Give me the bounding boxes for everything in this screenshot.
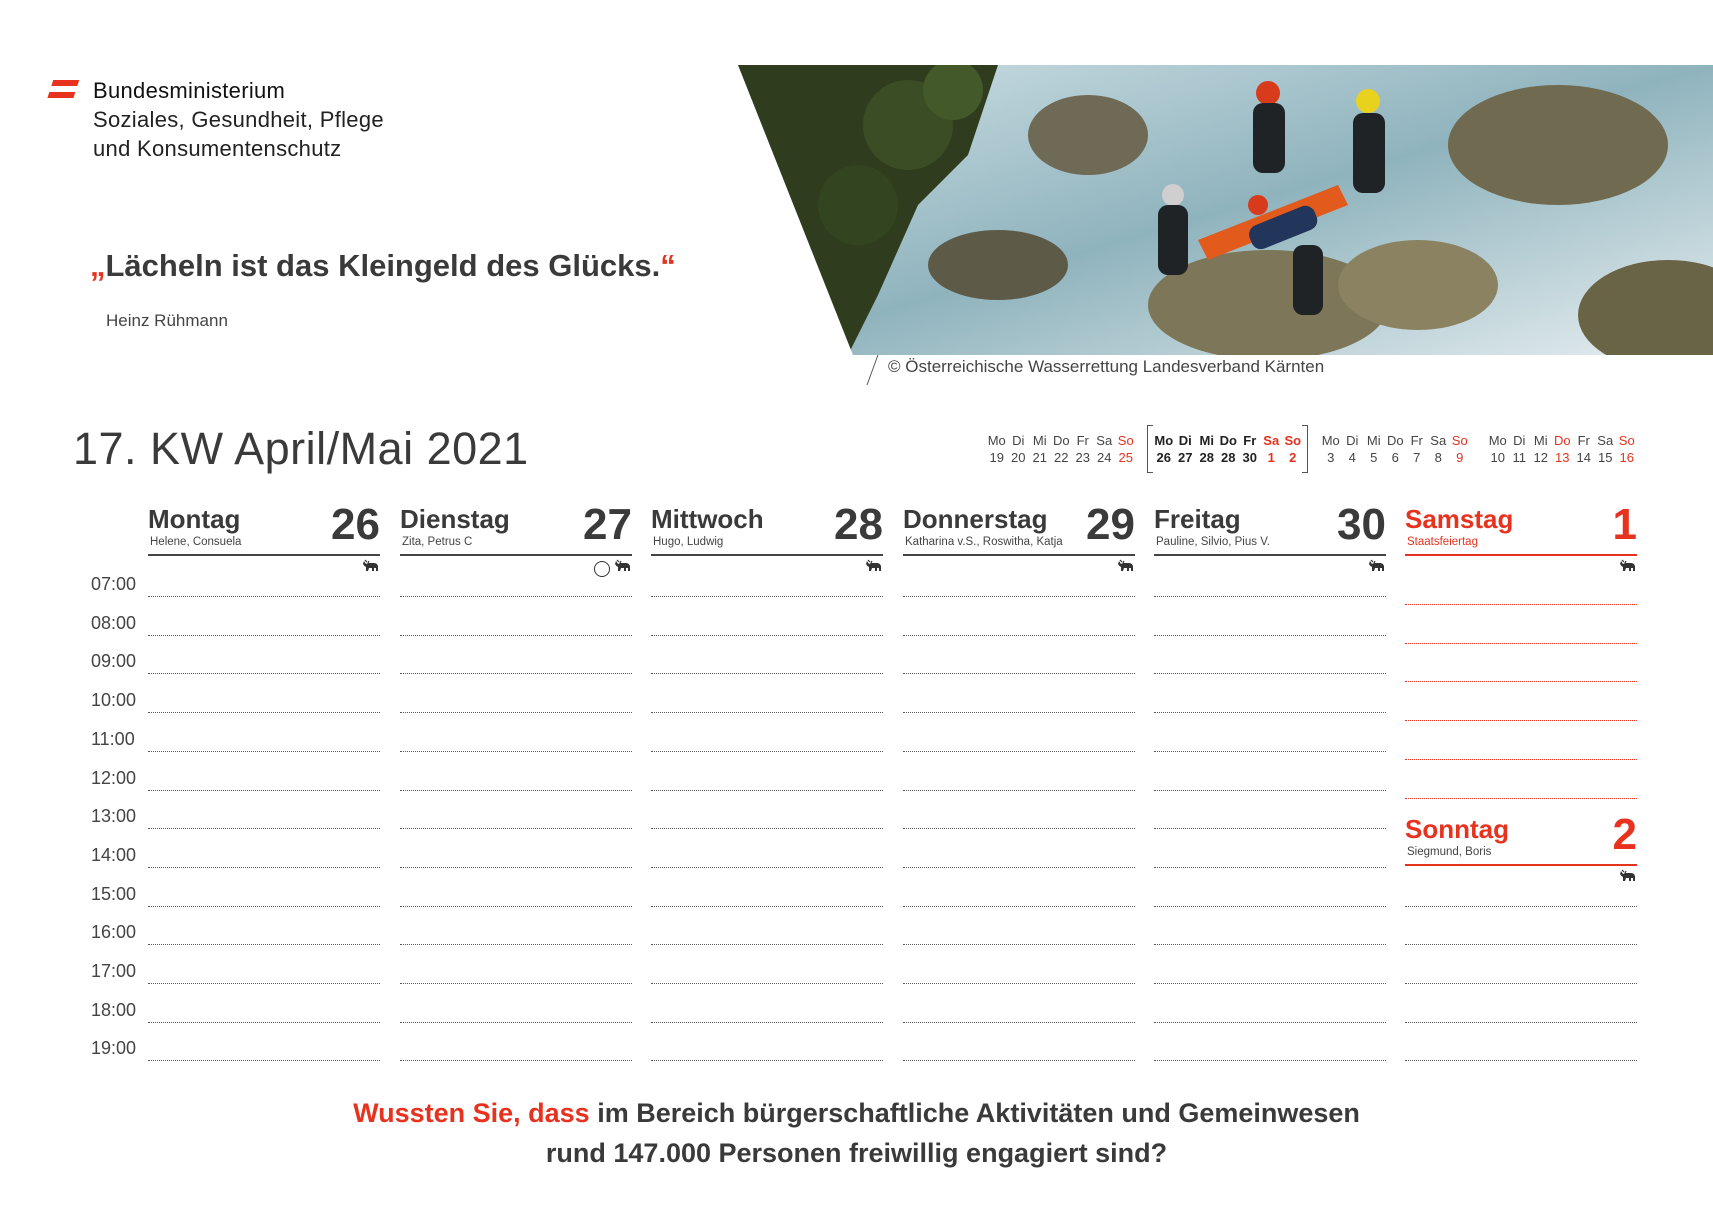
mini-calendar-date: 28 (1221, 450, 1236, 465)
mini-calendar-weekday: Mo (987, 433, 1006, 448)
mini-calendar-prev-week (986, 432, 1137, 466)
mini-calendar-date: 27 (1178, 450, 1193, 465)
time-slot-line[interactable] (1154, 1060, 1386, 1061)
quote-author: Heinz Rühmann (106, 311, 228, 330)
time-slot-line[interactable] (1154, 867, 1386, 868)
time-slot-line[interactable] (1405, 944, 1637, 945)
time-slot-line[interactable] (148, 712, 380, 713)
time-slot-line[interactable] (1154, 1022, 1386, 1023)
time-slot-line[interactable] (400, 673, 632, 674)
mini-calendar-weekday: Sa (1430, 433, 1447, 448)
day-column-friday (1154, 500, 1386, 556)
mini-calendar-weekday: Mo (1321, 433, 1340, 448)
mini-calendar-date: 4 (1348, 450, 1356, 465)
time-label: 15:00 (91, 883, 137, 904)
time-slot-line[interactable] (148, 635, 380, 636)
taurus-icon (1368, 559, 1386, 580)
day-column-sunday (1405, 810, 1637, 866)
time-label: 19:00 (91, 1038, 137, 1059)
day-header (1405, 500, 1637, 556)
mini-calendar-date: 21 (1032, 450, 1047, 465)
mini-calendar-date: 25 (1118, 450, 1133, 465)
time-slot-line[interactable] (903, 983, 1135, 984)
time-slot-line[interactable] (400, 596, 632, 597)
mini-calendar-date: 5 (1370, 450, 1378, 465)
time-slot-line[interactable] (903, 790, 1135, 791)
time-slot-line[interactable] (903, 635, 1135, 636)
mini-calendar-date: 10 (1490, 450, 1505, 465)
mini-calendar-date: 7 (1413, 450, 1421, 465)
time-slot-line[interactable] (903, 673, 1135, 674)
time-slot-line[interactable] (148, 673, 380, 674)
mini-calendar-weekday: Di (1513, 433, 1526, 448)
time-slot-line[interactable] (400, 1060, 632, 1061)
mini-calendar-date: 8 (1434, 450, 1442, 465)
ministry-line-3: und Konsumentenschutz (93, 136, 342, 161)
mini-calendar-date: 23 (1075, 450, 1090, 465)
day-number: 29 (1086, 500, 1135, 549)
time-slot-line[interactable] (1405, 604, 1637, 605)
time-slot-line[interactable] (400, 751, 632, 752)
mini-calendar-weekday: Mi (1533, 433, 1548, 448)
quote-close-mark: “ (660, 248, 676, 283)
mini-calendar-weekday: Mo (1154, 433, 1174, 448)
day-column-wednesday (651, 500, 883, 556)
time-slot-line[interactable] (1405, 906, 1637, 907)
taurus-icon (1117, 559, 1135, 580)
time-slot-line[interactable] (903, 1060, 1135, 1061)
mini-calendar-date: 11 (1512, 450, 1526, 465)
time-slot-line[interactable] (651, 983, 883, 984)
day-saints: Pauline, Silvio, Pius V. (1156, 536, 1271, 548)
day-number: 1 (1612, 500, 1637, 549)
time-label: 11:00 (91, 728, 135, 749)
day-name: Montag (148, 504, 241, 534)
mini-calendar-date: 6 (1391, 450, 1399, 465)
mini-calendar-date: 3 (1327, 450, 1335, 465)
mini-calendar-date: 1 (1267, 450, 1275, 465)
mini-calendar-date: 28 (1199, 450, 1214, 465)
time-label: 12:00 (91, 767, 137, 788)
day-saints: Helene, Consuela (150, 536, 242, 548)
day-holiday: Staatsfeiertag (1407, 536, 1478, 548)
mini-calendar-date: 16 (1619, 450, 1634, 465)
day-column-thursday (903, 500, 1135, 556)
mini-calendar-weekday: Di (1012, 433, 1025, 448)
taurus-icon (362, 559, 380, 580)
day-name: Samstag (1405, 504, 1514, 534)
time-slot-line[interactable] (903, 596, 1135, 597)
mini-calendar-date: 30 (1242, 450, 1257, 465)
time-slot-line[interactable] (148, 828, 380, 829)
day-number: 26 (331, 500, 380, 549)
time-slot-line[interactable] (651, 790, 883, 791)
mini-calendar-weekday: So (1451, 433, 1468, 448)
time-slot-line[interactable] (1405, 759, 1637, 760)
time-slot-line[interactable] (1154, 712, 1386, 713)
mini-calendar-date: 20 (1011, 450, 1026, 465)
day-name: Freitag (1154, 504, 1241, 534)
time-slot-line[interactable] (1405, 720, 1637, 721)
time-slot-line[interactable] (1154, 828, 1386, 829)
mini-calendar-next-week (1320, 432, 1471, 466)
day-number: 2 (1612, 810, 1637, 859)
ministry-line-2: Soziales, Gesundheit, Pflege (93, 107, 384, 132)
time-slot-line[interactable] (400, 983, 632, 984)
ministry-name (93, 76, 384, 163)
mini-calendar-weekday: Sa (1597, 433, 1614, 448)
time-slot-line[interactable] (1405, 983, 1637, 984)
mini-calendar-date: 26 (1156, 450, 1171, 465)
time-slot-line[interactable] (1154, 751, 1386, 752)
day-column-saturday (1405, 500, 1637, 556)
mini-calendar-weekday: Mi (1366, 433, 1381, 448)
time-slot-line[interactable] (1405, 798, 1637, 799)
day-saints: Zita, Petrus C (402, 536, 473, 548)
day-name: Mittwoch (651, 504, 764, 534)
time-slot-line[interactable] (148, 1022, 380, 1023)
day-header (400, 500, 632, 556)
time-slot-line[interactable] (400, 828, 632, 829)
day-name: Dienstag (400, 504, 510, 534)
time-slot-line[interactable] (1154, 635, 1386, 636)
time-label: 09:00 (91, 651, 137, 672)
taurus-icon (1619, 559, 1637, 580)
rescue-photo (738, 65, 1713, 355)
time-slot-line[interactable] (651, 751, 883, 752)
mini-calendar-date: 22 (1054, 450, 1069, 465)
credit-divider (867, 355, 879, 385)
time-label: 18:00 (91, 999, 137, 1020)
mini-calendar-weekday: Fr (1076, 433, 1089, 448)
day-number: 30 (1337, 500, 1386, 549)
mini-calendar-weekday: Mo (1488, 433, 1507, 448)
time-slot-line[interactable] (148, 596, 380, 597)
time-slot-line[interactable] (1405, 1022, 1637, 1023)
time-slot-line[interactable] (1405, 643, 1637, 644)
mini-calendar-date: 19 (989, 450, 1004, 465)
time-label: 07:00 (91, 574, 137, 594)
time-slot-line[interactable] (651, 673, 883, 674)
time-slot-line[interactable] (148, 1060, 380, 1061)
time-slot-line[interactable] (148, 944, 380, 945)
mini-calendar-weekday: Mi (1032, 433, 1047, 448)
time-slot-line[interactable] (400, 790, 632, 791)
mini-calendar-weekday: Mi (1199, 433, 1214, 448)
mini-calendar-weekday: Do (1386, 433, 1404, 448)
day-header (903, 500, 1135, 556)
time-slot-line[interactable] (651, 712, 883, 713)
time-slot-line[interactable] (1154, 596, 1386, 597)
time-slot-line[interactable] (148, 751, 380, 752)
mini-calendar-weekday: So (1117, 433, 1134, 448)
mini-calendar-weekday: Do (1553, 433, 1571, 448)
time-label: 17:00 (91, 961, 137, 981)
time-slot-line[interactable] (400, 1022, 632, 1023)
time-slot-line[interactable] (903, 712, 1135, 713)
full-moon-icon (594, 561, 610, 577)
time-slot-line[interactable] (400, 867, 632, 868)
time-slot-line[interactable] (651, 867, 883, 868)
mini-calendar-weekday: Di (1346, 433, 1359, 448)
time-slot-line[interactable] (651, 596, 883, 597)
mini-calendar-weekday: Do (1219, 433, 1237, 448)
current-week-bracket-right (1302, 425, 1308, 473)
time-slot-line[interactable] (1154, 673, 1386, 674)
time-slot-line[interactable] (903, 867, 1135, 868)
time-slot-line[interactable] (651, 1060, 883, 1061)
taurus-icon (865, 559, 883, 580)
mini-calendar-weekday: Fr (1410, 433, 1423, 448)
mini-calendar-weekday: Do (1052, 433, 1070, 448)
day-name: Sonntag (1405, 814, 1509, 844)
time-slot-line[interactable] (903, 828, 1135, 829)
time-slot-line[interactable] (651, 635, 883, 636)
day-column-monday (148, 500, 380, 556)
mini-calendar-weekday: So (1618, 433, 1635, 448)
fact-line-1: im Bereich bürgerschaftliche Aktivitäten und Gemeinwesen (589, 1098, 1360, 1128)
day-name: Donnerstag (903, 504, 1048, 534)
fact-line-2: rund 147.000 Personen freiwillig engagiert sind? (545, 1138, 1168, 1168)
time-slot-line[interactable] (1405, 681, 1637, 682)
time-slot-line[interactable] (1154, 983, 1386, 984)
day-saints: Katharina v.S., Roswitha, Katja (905, 536, 1063, 548)
did-you-know (0, 1093, 1713, 1173)
mini-calendar-date: 9 (1456, 450, 1464, 465)
photo-credit: © Österreichische Wasserrettung Landesverband Kärnten (888, 357, 1325, 376)
time-slot-line[interactable] (400, 906, 632, 907)
day-header (1154, 500, 1386, 556)
time-slot-line[interactable] (148, 867, 380, 868)
time-slot-line[interactable] (400, 712, 632, 713)
time-label: 13:00 (91, 806, 137, 827)
time-slot-line[interactable] (1154, 906, 1386, 907)
time-label: 16:00 (91, 922, 137, 943)
mini-calendar-date: 13 (1555, 450, 1570, 465)
time-slot-line[interactable] (148, 983, 380, 984)
time-label: 10:00 (91, 690, 137, 711)
time-slot-line[interactable] (148, 790, 380, 791)
mini-calendar-date: 12 (1533, 450, 1548, 465)
fact-lead: Wussten Sie, dass (353, 1098, 590, 1128)
mini-calendar-weekday: So (1284, 433, 1302, 448)
time-slot-line[interactable] (1154, 944, 1386, 945)
mini-calendar-weekday: Di (1178, 433, 1192, 448)
quote-open-mark: „ (90, 248, 106, 283)
mini-calendar-current-week (1153, 432, 1304, 466)
mini-calendar-weekday: Fr (1577, 433, 1590, 448)
mini-calendar-date: 24 (1097, 450, 1112, 465)
time-slot-line[interactable] (651, 828, 883, 829)
day-saints: Siegmund, Boris (1407, 846, 1492, 858)
mini-calendar-week-after (1487, 432, 1638, 466)
day-column-tuesday (400, 500, 632, 556)
time-slot-line[interactable] (400, 635, 632, 636)
mini-calendar-date: 14 (1576, 450, 1591, 465)
day-number: 27 (583, 500, 632, 549)
time-slot-line[interactable] (903, 906, 1135, 907)
mini-calendar-weekday: Fr (1243, 433, 1257, 448)
time-slot-line[interactable] (651, 944, 883, 945)
time-slot-line[interactable] (651, 1022, 883, 1023)
week-title: 17. KW April/Mai 2021 (73, 423, 529, 474)
time-slot-line[interactable] (903, 1022, 1135, 1023)
quote-text: Lächeln ist das Kleingeld des Glücks. (105, 248, 661, 283)
day-saints: Hugo, Ludwig (653, 536, 724, 548)
time-slot-line[interactable] (1405, 1060, 1637, 1061)
day-header (1405, 810, 1637, 866)
time-slot-line[interactable] (1154, 790, 1386, 791)
time-slot-line[interactable] (651, 906, 883, 907)
quote (90, 248, 676, 284)
taurus-icon (614, 559, 632, 580)
time-label: 14:00 (91, 844, 137, 865)
day-number: 28 (834, 500, 883, 549)
mini-calendar-date: 15 (1598, 450, 1613, 465)
time-slot-line[interactable] (148, 906, 380, 907)
austria-flag-icon (47, 80, 79, 100)
taurus-icon (1619, 869, 1637, 890)
time-slot-line[interactable] (400, 944, 632, 945)
mini-calendar-weekday: Sa (1096, 433, 1113, 448)
time-slot-line[interactable] (903, 944, 1135, 945)
mini-calendar-weekday: Sa (1263, 433, 1280, 448)
time-label: 08:00 (91, 612, 137, 633)
day-header (148, 500, 380, 556)
ministry-line-1: Bundesministerium (93, 78, 286, 103)
time-slot-line[interactable] (903, 751, 1135, 752)
day-header (651, 500, 883, 556)
mini-calendar-date: 2 (1289, 450, 1297, 465)
